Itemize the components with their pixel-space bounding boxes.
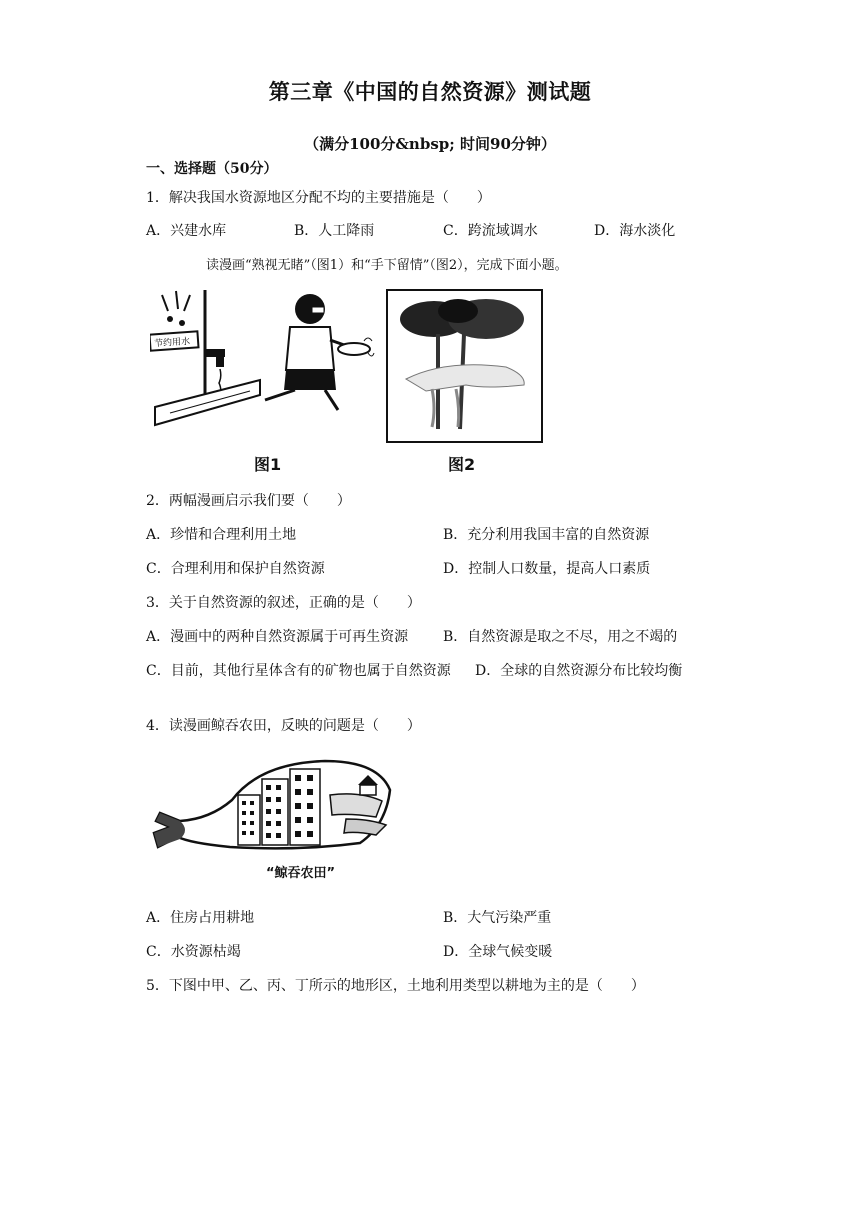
section-heading: 一、选择题（50分） (146, 161, 278, 177)
figure-1-caption: 图1 (254, 455, 282, 474)
figure-2-caption: 图2 (448, 455, 476, 474)
question-1-option-b: B．人工降雨 (294, 223, 375, 239)
question-4-option-d: D．全球气候变暖 (443, 944, 553, 960)
question-3-option-d: D．全球的自然资源分布比较均衡 (475, 663, 683, 679)
figure-2-cartoon (386, 289, 543, 443)
question-5-stem: 5．下图中甲、乙、丙、丁所示的地形区，土地利用类型以耕地为主的是（ ） (146, 978, 645, 994)
reading-instruction: 读漫画“熟视无睹”（图1）和“手下留情”（图2），完成下面小题。 (206, 258, 568, 273)
question-3-option-b: B．自然资源是取之不尽，用之不竭的 (443, 629, 678, 645)
question-1-option-c: C．跨流域调水 (443, 223, 538, 239)
figure-3-caption: “鲸吞农田” (266, 866, 336, 881)
question-4-option-a: A．住房占用耕地 (146, 910, 255, 926)
question-1-stem: 1．解决我国水资源地区分配不均的主要措施是（ ） (146, 190, 491, 206)
figure-3-cartoon (150, 755, 400, 870)
question-1-option-a: A．兴建水库 (146, 223, 227, 239)
question-2-option-b: B．充分利用我国丰富的自然资源 (443, 527, 650, 543)
question-2-stem: 2．两幅漫画启示我们要（ ） (146, 493, 351, 509)
question-4-option-c: C．水资源枯竭 (146, 944, 241, 960)
question-3-option-c: C．目前，其他行星体含有的矿物也属于自然资源 (146, 663, 451, 679)
question-4-stem: 4．读漫画鲸吞农田，反映的问题是（ ） (146, 718, 421, 734)
page-title: 第三章《中国的自然资源》测试题 (268, 79, 592, 104)
question-1-option-d: D．海水淡化 (594, 223, 676, 239)
question-3-option-a: A．漫画中的两种自然资源属于可再生资源 (146, 629, 409, 645)
page-subtitle: （满分100分&nbsp; 时间90分钟） (304, 135, 556, 153)
question-3-stem: 3．关于自然资源的叙述，正确的是（ ） (146, 595, 421, 611)
figure-1-sign-text: 节约用水 (153, 336, 191, 350)
question-2-option-c: C．合理利用和保护自然资源 (146, 561, 325, 577)
figure-1-cartoon (150, 285, 375, 445)
question-4-option-b: B．大气污染严重 (443, 910, 552, 926)
question-2-option-a: A．珍惜和合理利用土地 (146, 527, 297, 543)
question-2-option-d: D．控制人口数量，提高人口素质 (443, 561, 651, 577)
